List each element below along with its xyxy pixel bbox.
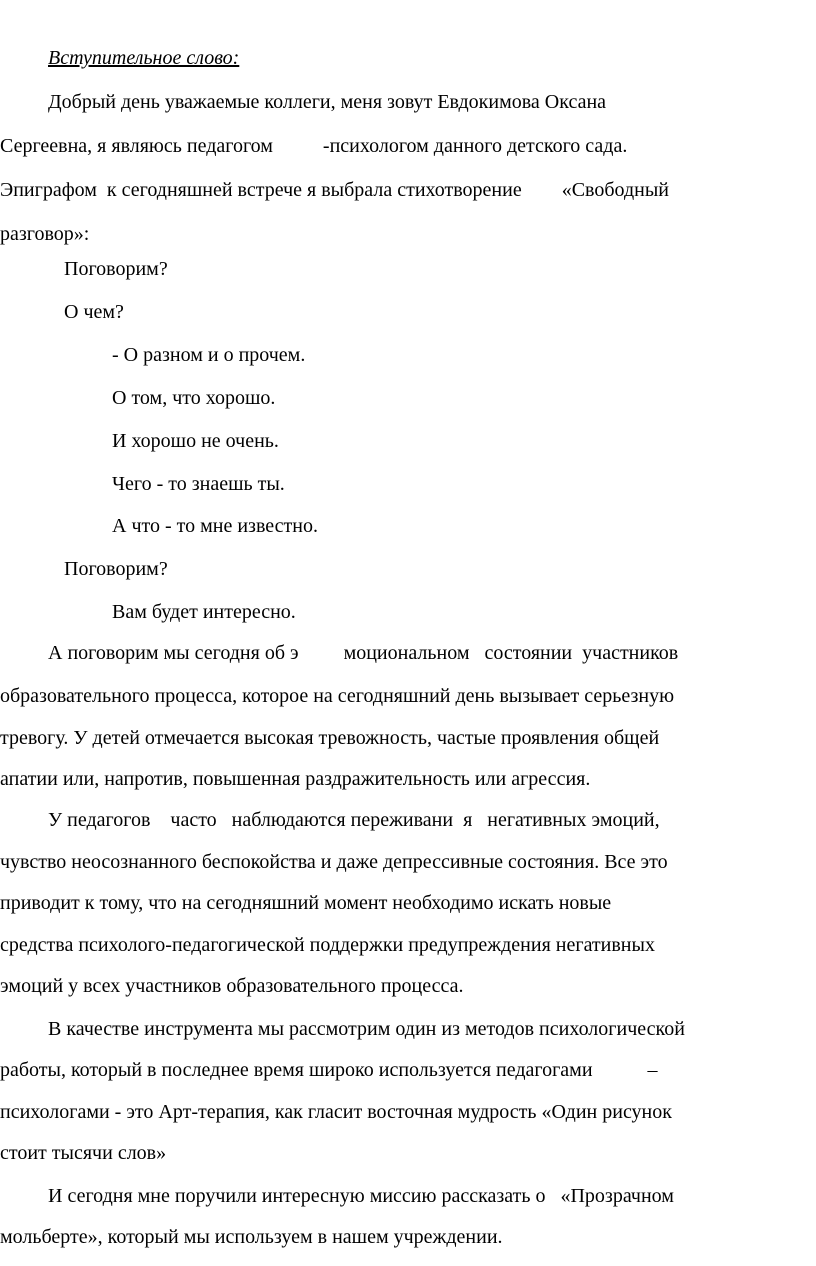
document-title: Вступительное слово: [48, 47, 240, 69]
poem-line: О чем? [64, 301, 124, 323]
body-line: работы, который в последнее время широко используется педагогами – [0, 1059, 658, 1081]
body-line: чувство неосознанного беспокойства и даже депрессивные состояния. Все это [0, 851, 668, 873]
intro-line: разговор»: [0, 223, 90, 245]
body-line: тревогу. У детей отмечается высокая тревожность, частые проявления общей [0, 727, 660, 749]
body-line: И сегодня мне поручили интересную миссию рассказать о «Прозрачном [48, 1185, 674, 1207]
poem-line: И хорошо не очень. [112, 430, 279, 452]
poem-line: О том, что хорошо. [112, 387, 276, 409]
body-line: апатии или, напротив, повышенная раздражительность или агрессия. [0, 768, 591, 790]
body-line: стоит тысячи слов» [0, 1142, 167, 1164]
body-line: образовательного процесса, которое на сегодняшний день вызывает серьезную [0, 685, 675, 707]
body-line: эмоций у всех участников образовательного процесса. [0, 975, 464, 997]
poem-line: Вам будет интересно. [112, 601, 296, 623]
intro-line: Эпиграфом к сегодняшней встрече я выбрала стихотворение «Свободный [0, 179, 669, 201]
body-line: средства психолого-педагогической поддержки предупреждения негативных [0, 934, 655, 956]
body-line: У педагогов часто наблюдаются переживани я негативных эмоций, [48, 809, 660, 831]
body-line: психологами - это Арт-терапия, как гласит восточная мудрость «Один рисунок [0, 1101, 672, 1123]
poem-line: Поговорим? [64, 558, 168, 580]
poem-line: Чего - то знаешь ты. [112, 473, 285, 495]
body-line: приводит к тому, что на сегодняшний момент необходимо искать новые [0, 892, 612, 914]
body-line: А поговорим мы сегодня об э моциональном состоянии участников [48, 642, 679, 664]
intro-line: Сергеевна, я являюсь педагогом -психологом данного детского сада. [0, 135, 628, 157]
poem-line: А что - то мне известно. [112, 515, 318, 537]
poem-line: - О разном и о прочем. [112, 344, 306, 366]
intro-line: Добрый день уважаемые коллеги, меня зовут Евдокимова Оксана [48, 91, 607, 113]
poem-line: Поговорим? [64, 258, 168, 280]
body-line: В качестве инструмента мы рассмотрим один из методов психологической [48, 1018, 685, 1040]
body-line: мольберте», который мы используем в нашем учреждении. [0, 1226, 503, 1248]
